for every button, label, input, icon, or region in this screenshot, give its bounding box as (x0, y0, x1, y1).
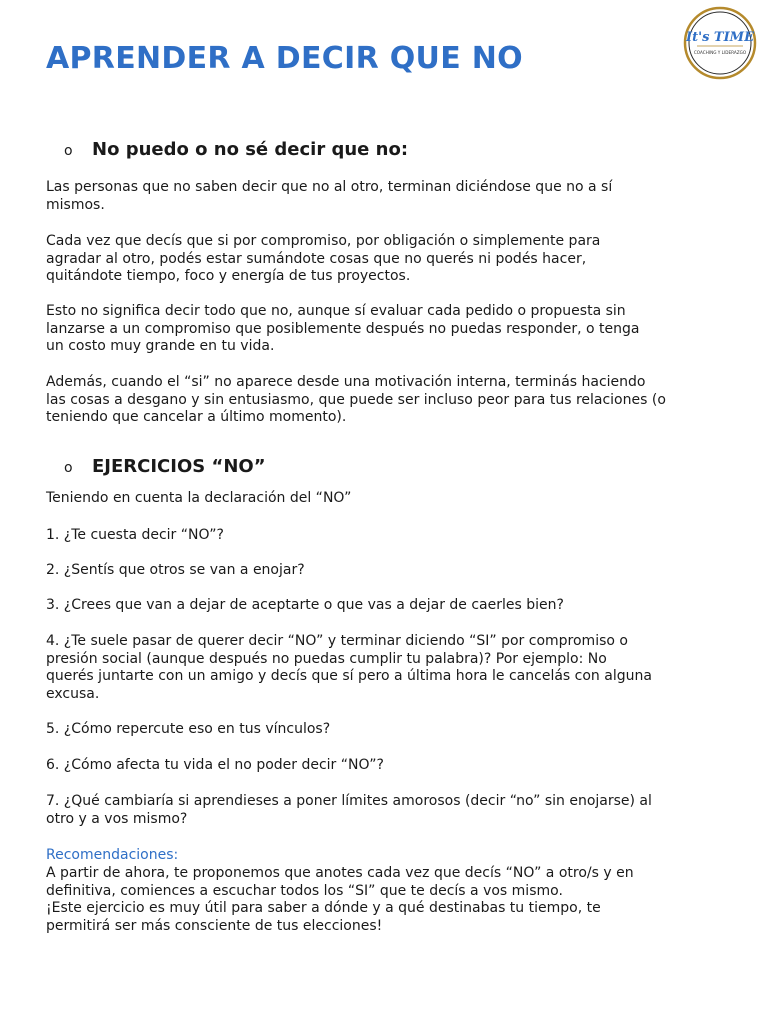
recommendations-text: A partir de ahora, te proponemos que anotes cada vez que decís “NO” a otro/s y en definitiva, comiences a escuchar todos los “SI” que te decís a vos mismo. ¡Este ejercicio es muy útil para saber a dónde y a qué destinabas tu tiempo, te permitirá ser más consciente de tus elecciones! (46, 865, 634, 934)
its-time-logo (683, 6, 757, 80)
exercise-item: 4. ¿Te suele pasar de querer decir “NO” y terminar diciendo “SI” por compromiso o presión social (aunque después no puedas cumplir tu palabra)? Por ejemplo: No querés juntarte con un amigo y decís que sí pero a última hora le cancelás con alguna excusa. (46, 633, 652, 702)
paragraph: Esto no significa decir todo que no, aunque sí evaluar cada pedido o propuesta sin lanzarse a un compromiso que posiblemente después no puedas responder, o tenga un costo muy grande en tu vida. (46, 303, 640, 354)
exercise-item: 7. ¿Qué cambiaría si aprendieses a poner límites amorosos (decir “no” sin enojarse) al otro y a vos mismo? (46, 793, 652, 827)
bullet-icon: o (64, 460, 73, 476)
exercises-intro: Teniendo en cuenta la declaración del “NO” (46, 490, 352, 506)
exercise-item: 3. ¿Crees que van a dejar de aceptarte o que vas a dejar de caerles bien? (46, 597, 564, 613)
exercise-item: 6. ¿Cómo afecta tu vida el no poder decir “NO”? (46, 757, 384, 773)
page-title: APRENDER A DECIR QUE NO (46, 41, 523, 76)
logo-subtext: COACHING Y LIDERAZGO (693, 50, 747, 55)
section-heading-no-puedo (64, 139, 408, 160)
section-heading-ejercicios (64, 456, 266, 477)
bullet-icon: o (64, 143, 73, 159)
exercise-item: 5. ¿Cómo repercute eso en tus vínculos? (46, 721, 331, 737)
exercise-item: 1. ¿Te cuesta decir “NO”? (46, 527, 224, 543)
logo-text: It's TIME (686, 30, 754, 45)
recommendations-label: Recomendaciones: (46, 847, 179, 863)
section-heading-text: EJERCICIOS “NO” (92, 456, 266, 477)
paragraph: Cada vez que decís que si por compromiso, por obligación o simplemente para agradar al otro, podés estar sumándote cosas que no querés ni podés hacer, quitándote tiempo, foco y energía de tus proyectos. (46, 233, 601, 284)
paragraph: Las personas que no saben decir que no al otro, terminan diciéndose que no a sí mismos. (46, 179, 613, 213)
paragraph: Además, cuando el “si” no aparece desde una motivación interna, terminás haciendo las cosas a desgano y sin entusiasmo, que puede ser incluso peor para tus relaciones (o teniendo que cancelar a último momento). (46, 374, 666, 425)
section-heading-text: No puedo o no sé decir que no: (92, 139, 409, 160)
exercise-item: 2. ¿Sentís que otros se van a enojar? (46, 562, 305, 578)
